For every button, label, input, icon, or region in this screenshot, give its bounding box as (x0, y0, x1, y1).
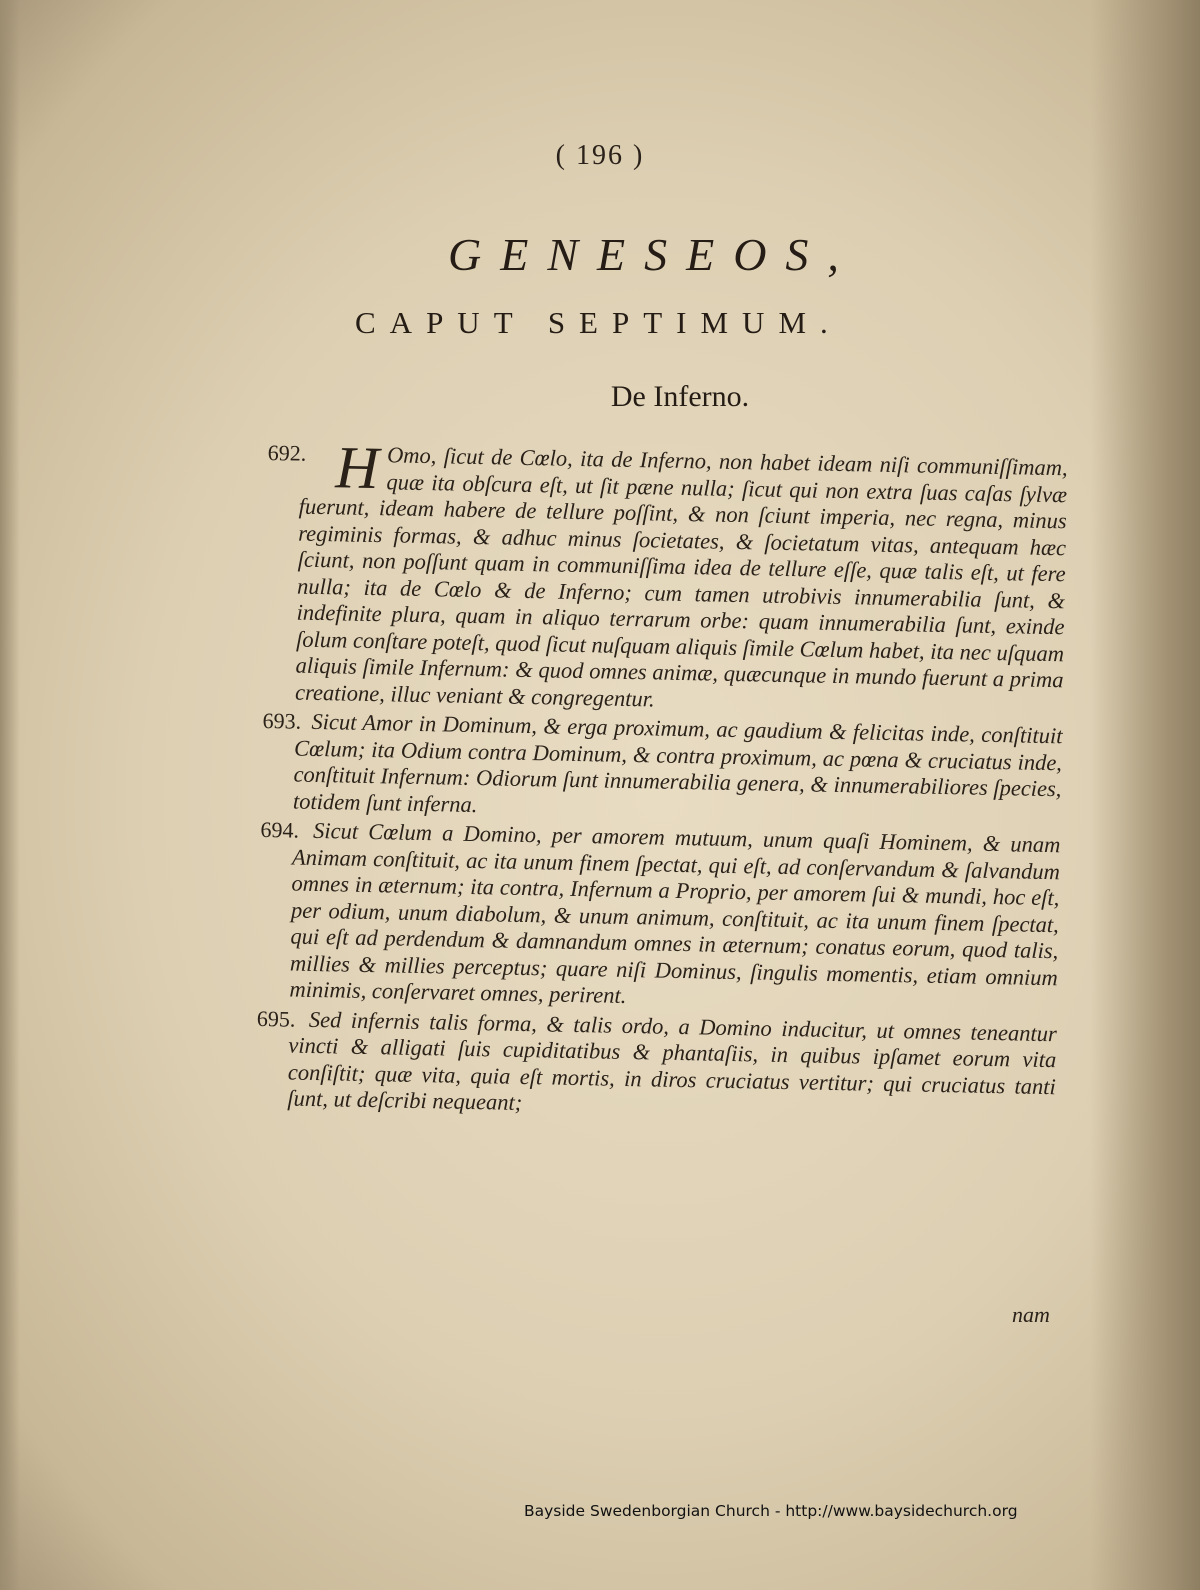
paragraph-695 (255, 1005, 1057, 1126)
catchword: nam (1012, 1302, 1050, 1327)
paragraph-number: 693. (262, 707, 302, 734)
section-heading: De Inferno. (610, 380, 750, 413)
paragraph-text: Omo, ſicut de Cœlo, ita de Inferno, non habet ideam niſi communiſſimam, quæ ita obſcura eſt, ut ſit pæne nulla; ſicut qui non extra ſuas caſas ſylvæ fuerunt, ideam habere de tellure poſſint, & non ſciunt imperia, nec regna, minus regiminis formas, & adhuc minus ſocietates, & ſocietatum vitas, antequam hæc ſciunt, non poſſunt quam in communiſſima idea de tellure eſſe, quæ talis eſt, ut fere nulla; ita de Cœlo & de Inferno; cum tamen utrobivis innumerabilia ſunt, & indefinite plura, quam in aliquo terrarum orbe: quam innumerabilia ſunt, exinde ſolum conſtare poteſt, quod ſicut nuſquam aliquis ſimile Cœlum habet, ita nec uſquam aliquis ſimile Infernum: & quod omnes animæ, quæcunque in mundo fuerunt a prima creatione, illuc veniant & congregentur. (294, 442, 1068, 711)
paragraph-text: Sicut Cœlum a Domino, per amorem mutuum, unum quaſi Hominem, & unam Animam conſtituit, ac ita unum finem ſpectat, qui eſt, ad conſervandum & ſalvandum omnes in æternum; ita contra, Infernum a Proprio, per amorem ſui & mundi, hoc eſt, per odium, unum diabolum, & unum animum, conſtituit, ac ita unum finem ſpectat, qui eſt ad perdendum & damnandum omnes in æternum; conatus eorum, quod talis, millies & millies perceptus; quare niſi Dominus, ſingulis momentis, etiam omnium minimis, conſervaret omnes, perirent. (289, 817, 1061, 1008)
page-gutter-shadow (0, 0, 20, 1590)
book-title: GENESEOS, (448, 229, 858, 280)
body-text (255, 434, 1068, 1130)
paragraph-text: Sed infernis talis forma, & talis ordo, a Domino inducitur, ut omnes teneantur vincti & alligati ſuis cupiditatibus & phantaſiis, in quibus ipſamet eorum vita conſiſtit; quæ vita, quia eſt mortis, in diros cruciatus vertitur; qui cruciatus tanti ſunt, ut deſcribi nequeant; (287, 1006, 1058, 1116)
chapter-title: CAPUT SEPTIMUM. (355, 305, 842, 340)
watermark-footer: Bayside Swedenborgian Church - http://www.baysidechurch.org (524, 1502, 1018, 1520)
paragraph-text: Sicut Amor in Dominum, & erga proximum, ac gaudium & felicitas inde, conſtituit Cœlum; ita Odium contra Dominum, & contra proximum, ac pœna & cruciatus inde, conſtituit Infernum: Odiorum ſunt innumerabilia genera, & innumerabiliores ſpecies, totidem ſunt inferna. (292, 708, 1063, 817)
paragraph-number: 695. (256, 1005, 296, 1032)
drop-cap-initial: H (334, 434, 380, 502)
page-edge-shadow (1090, 0, 1200, 1590)
paragraph-number: 694. (260, 816, 300, 843)
paragraph-692 (263, 434, 1068, 720)
paragraph-number: 692. (267, 440, 307, 466)
paragraph-694 (257, 817, 1060, 1018)
page-number: ( 196 ) (555, 140, 645, 171)
paragraph-693 (261, 708, 1063, 829)
